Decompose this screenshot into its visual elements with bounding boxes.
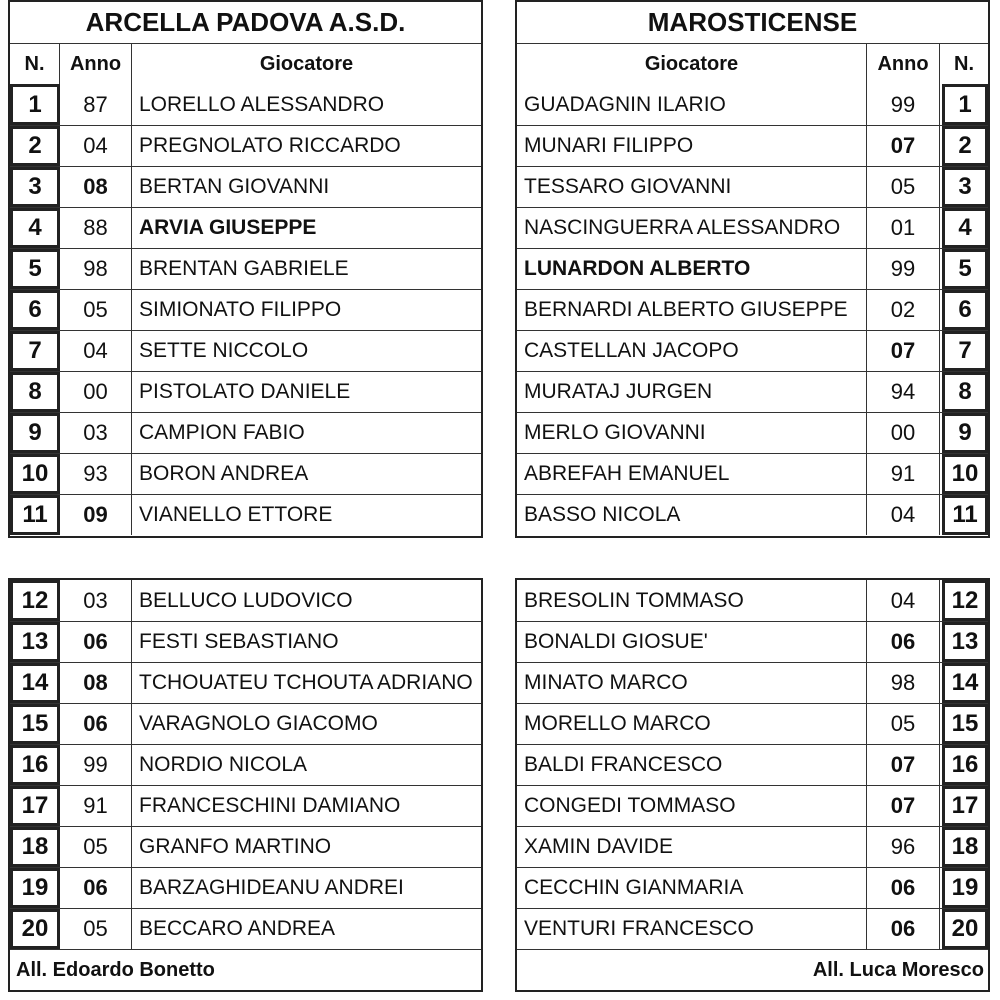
player-row [10, 371, 481, 412]
shirt-number: 9 [10, 413, 60, 453]
shirt-number: 13 [942, 622, 988, 662]
player-row [517, 207, 988, 248]
player-row [517, 662, 988, 703]
player-name: CASTELLAN JACOPO [517, 331, 867, 371]
shirt-number: 1 [10, 84, 60, 125]
player-row [10, 84, 481, 125]
birth-year: 00 [867, 413, 940, 453]
birth-year: 98 [867, 663, 940, 703]
birth-year: 07 [867, 126, 940, 166]
player-name: NASCINGUERRA ALESSANDRO [517, 208, 867, 248]
birth-year: 09 [60, 495, 132, 535]
player-name: GRANFO MARTINO [131, 827, 481, 867]
player-name: MERLO GIOVANNI [517, 413, 867, 453]
player-row [517, 371, 988, 412]
shirt-number: 15 [942, 704, 988, 744]
player-name: FESTI SEBASTIANO [131, 622, 481, 662]
player-name: BRESOLIN TOMMASO [517, 580, 867, 621]
birth-year: 08 [60, 167, 132, 207]
player-row [517, 412, 988, 453]
away-team-title-row [517, 2, 988, 43]
shirt-number: 5 [10, 249, 60, 289]
player-name: XAMIN DAVIDE [517, 827, 867, 867]
header-number: N. [10, 44, 60, 84]
player-name: LUNARDON ALBERTO [517, 249, 867, 289]
away-substitutes-table [515, 578, 990, 992]
birth-year: 05 [867, 167, 940, 207]
player-row [10, 826, 481, 867]
player-name: SETTE NICCOLO [131, 331, 481, 371]
player-row [10, 330, 481, 371]
player-name: BONALDI GIOSUE' [517, 622, 867, 662]
shirt-number: 11 [942, 495, 988, 535]
player-name: BORON ANDREA [131, 454, 481, 494]
birth-year: 06 [867, 909, 940, 949]
away-starters-table [515, 0, 990, 538]
player-name: VENTURI FRANCESCO [517, 909, 867, 949]
player-row [517, 580, 988, 621]
shirt-number: 11 [10, 495, 60, 535]
player-name: SIMIONATO FILIPPO [131, 290, 481, 330]
player-name: CAMPION FABIO [131, 413, 481, 453]
player-row [10, 785, 481, 826]
shirt-number: 7 [10, 331, 60, 371]
shirt-number: 18 [942, 827, 988, 867]
shirt-number: 4 [10, 208, 60, 248]
shirt-number: 16 [942, 745, 988, 785]
birth-year: 99 [867, 84, 940, 125]
player-row [10, 662, 481, 703]
player-name: VIANELLO ETTORE [131, 495, 481, 535]
shirt-number: 2 [942, 126, 988, 166]
player-row [10, 621, 481, 662]
player-row [10, 908, 481, 949]
home-team-name: ARCELLA PADOVA A.S.D. [85, 7, 406, 37]
birth-year: 04 [867, 580, 940, 621]
birth-year: 93 [60, 454, 132, 494]
birth-year: 04 [60, 331, 132, 371]
player-name: PREGNOLATO RICCARDO [131, 126, 481, 166]
birth-year: 91 [867, 454, 940, 494]
player-row [517, 289, 988, 330]
player-name: ABREFAH EMANUEL [517, 454, 867, 494]
birth-year: 07 [867, 786, 940, 826]
player-name: GUADAGNIN ILARIO [517, 84, 867, 125]
player-row [517, 621, 988, 662]
player-name: MORELLO MARCO [517, 704, 867, 744]
shirt-number: 8 [10, 372, 60, 412]
player-name: MUNARI FILIPPO [517, 126, 867, 166]
player-name: CONGEDI TOMMASO [517, 786, 867, 826]
player-row [517, 248, 988, 289]
player-row [517, 84, 988, 125]
player-row [517, 908, 988, 949]
away-coach: All. Luca Moresco [812, 958, 984, 981]
birth-year: 07 [867, 745, 940, 785]
header-year: Anno [867, 44, 940, 84]
birth-year: 06 [60, 868, 132, 908]
shirt-number: 10 [942, 454, 988, 494]
player-row [517, 785, 988, 826]
shirt-number: 4 [942, 208, 988, 248]
shirt-number: 14 [942, 663, 988, 703]
shirt-number: 17 [10, 786, 60, 826]
player-name: FRANCESCHINI DAMIANO [131, 786, 481, 826]
player-name: TESSARO GIOVANNI [517, 167, 867, 207]
birth-year: 08 [60, 663, 132, 703]
birth-year: 03 [60, 580, 132, 621]
player-row [517, 453, 988, 494]
birth-year: 87 [60, 84, 132, 125]
shirt-number: 19 [10, 868, 60, 908]
shirt-number: 20 [10, 909, 60, 949]
home-starters-table [8, 0, 483, 538]
birth-year: 88 [60, 208, 132, 248]
player-name: BECCARO ANDREA [131, 909, 481, 949]
birth-year: 05 [867, 704, 940, 744]
birth-year: 05 [60, 827, 132, 867]
shirt-number: 6 [942, 290, 988, 330]
home-team-title-row [10, 2, 481, 43]
player-row [10, 494, 481, 535]
home-coach: All. Edoardo Bonetto [16, 958, 215, 981]
birth-year: 06 [60, 622, 132, 662]
player-row [10, 166, 481, 207]
player-name: BASSO NICOLA [517, 495, 867, 535]
birth-year: 00 [60, 372, 132, 412]
player-row [517, 494, 988, 535]
birth-year: 99 [867, 249, 940, 289]
player-row [517, 867, 988, 908]
player-name: BERTAN GIOVANNI [131, 167, 481, 207]
away-team-name: MAROSTICENSE [647, 7, 858, 37]
birth-year: 03 [60, 413, 132, 453]
player-row [517, 166, 988, 207]
home-coach-row [10, 949, 481, 990]
player-row [517, 703, 988, 744]
player-name: CECCHIN GIANMARIA [517, 868, 867, 908]
player-name: BALDI FRANCESCO [517, 745, 867, 785]
player-row [517, 125, 988, 166]
header-player: Giocatore [259, 52, 354, 75]
birth-year: 04 [867, 495, 940, 535]
player-row [10, 703, 481, 744]
birth-year: 06 [60, 704, 132, 744]
shirt-number: 14 [10, 663, 60, 703]
away-header-row [517, 43, 988, 84]
header-year: Anno [60, 44, 132, 84]
shirt-number: 3 [10, 167, 60, 207]
player-name: NORDIO NICOLA [131, 745, 481, 785]
player-row [517, 330, 988, 371]
birth-year: 07 [867, 331, 940, 371]
player-name: TCHOUATEU TCHOUTA ADRIANO [131, 663, 481, 703]
player-name: LORELLO ALESSANDRO [131, 84, 481, 125]
player-name: PISTOLATO DANIELE [131, 372, 481, 412]
shirt-number: 8 [942, 372, 988, 412]
birth-year: 91 [60, 786, 132, 826]
shirt-number: 9 [942, 413, 988, 453]
birth-year: 02 [867, 290, 940, 330]
player-row [10, 248, 481, 289]
shirt-number: 2 [10, 126, 60, 166]
player-row [10, 744, 481, 785]
header-number: N. [954, 52, 974, 75]
birth-year: 04 [60, 126, 132, 166]
birth-year: 99 [60, 745, 132, 785]
player-row [10, 412, 481, 453]
shirt-number: 5 [942, 249, 988, 289]
player-row [517, 744, 988, 785]
birth-year: 01 [867, 208, 940, 248]
birth-year: 05 [60, 290, 132, 330]
shirt-number: 17 [942, 786, 988, 826]
home-substitutes-table [8, 578, 483, 992]
player-name: BRENTAN GABRIELE [131, 249, 481, 289]
player-name: BERNARDI ALBERTO GIUSEPPE [517, 290, 867, 330]
player-row [10, 207, 481, 248]
birth-year: 06 [867, 622, 940, 662]
birth-year: 05 [60, 909, 132, 949]
home-header-row [10, 43, 481, 84]
player-name: MURATAJ JURGEN [517, 372, 867, 412]
birth-year: 06 [867, 868, 940, 908]
away-coach-row [517, 949, 988, 990]
shirt-number: 20 [942, 909, 988, 949]
shirt-number: 7 [942, 331, 988, 371]
player-row [10, 867, 481, 908]
shirt-number: 19 [942, 868, 988, 908]
player-name: BARZAGHIDEANU ANDREI [131, 868, 481, 908]
shirt-number: 12 [10, 580, 60, 621]
shirt-number: 13 [10, 622, 60, 662]
shirt-number: 12 [942, 580, 988, 621]
player-row [10, 580, 481, 621]
player-row [10, 125, 481, 166]
shirt-number: 1 [942, 84, 988, 125]
shirt-number: 10 [10, 454, 60, 494]
birth-year: 96 [867, 827, 940, 867]
player-name: MINATO MARCO [517, 663, 867, 703]
birth-year: 98 [60, 249, 132, 289]
shirt-number: 3 [942, 167, 988, 207]
player-row [10, 453, 481, 494]
player-row [517, 826, 988, 867]
player-name: BELLUCO LUDOVICO [131, 580, 481, 621]
player-name: VARAGNOLO GIACOMO [131, 704, 481, 744]
shirt-number: 15 [10, 704, 60, 744]
shirt-number: 6 [10, 290, 60, 330]
player-row [10, 289, 481, 330]
shirt-number: 16 [10, 745, 60, 785]
shirt-number: 18 [10, 827, 60, 867]
player-name: ARVIA GIUSEPPE [131, 208, 481, 248]
birth-year: 94 [867, 372, 940, 412]
header-player: Giocatore [517, 44, 867, 84]
